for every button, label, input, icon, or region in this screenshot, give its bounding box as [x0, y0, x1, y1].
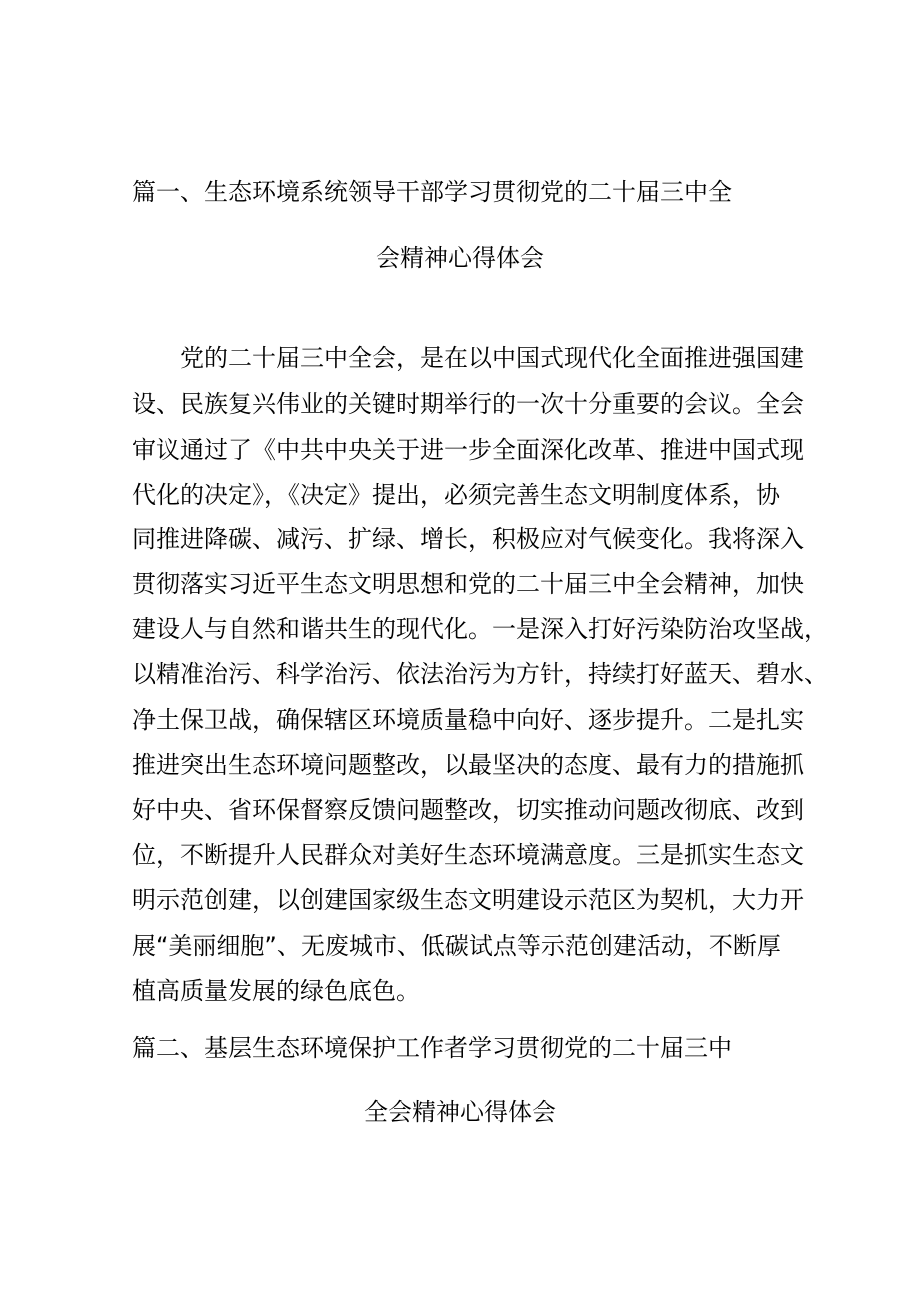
- body-line: 党的二十届三中全会，是在以中国式现代化全面推进强国建: [132, 344, 804, 372]
- body-line: 设、民族复兴伟业的关键时期举行的一次十分重要的会议。全会: [132, 390, 804, 418]
- body-line: 好中央、省环保督察反馈问题整改，切实推动问题改彻底、改到: [132, 796, 804, 824]
- article2-title-line2: 全会精神心得体会: [364, 1098, 556, 1126]
- body-line: 建设人与自然和谐共生的现代化。一是深入打好污染防治攻坚战，: [132, 615, 828, 643]
- body-line: 贯彻落实习近平生态文明思想和党的二十届三中全会精神，加快: [132, 570, 804, 598]
- body-line: 推进突出生态环境问题整改，以最坚决的态度、最有力的措施抓: [132, 751, 804, 779]
- body-line: 审议通过了《中共中央关于进一步全面深化改革、推进中国式现: [132, 436, 804, 464]
- body-line: 展“美丽细胞”、无废城市、低碳试点等示范创建活动，不断厚: [132, 932, 781, 960]
- body-line: 植高质量发展的绿色底色。: [132, 977, 420, 1005]
- body-line: 以精准治污、科学治污、依法治污为方针，持续打好蓝天、碧水、: [132, 660, 828, 688]
- article1-title-line2: 会精神心得体会: [376, 244, 544, 272]
- body-line: 明示范创建，以创建国家级生态文明建设示范区为契机，大力开: [132, 886, 804, 914]
- body-line: 同推进降碳、减污、扩绿、增长，积极应对气候变化。我将深入: [132, 525, 804, 553]
- body-line: 净土保卫战，确保辖区环境质量稳中向好、逐步提升。二是扎实: [132, 706, 804, 734]
- body-line: 位，不断提升人民群众对美好生态环境满意度。三是抓实生态文: [132, 841, 804, 869]
- body-line: 代化的决定》，《决定》提出，必须完善生态文明制度体系，协: [132, 481, 780, 509]
- article1-title-line1: 篇一、生态环境系统领导干部学习贯彻党的二十届三中全: [132, 178, 732, 206]
- article2-title-line1: 篇二、基层生态环境保护工作者学习贯彻党的二十届三中: [132, 1034, 732, 1062]
